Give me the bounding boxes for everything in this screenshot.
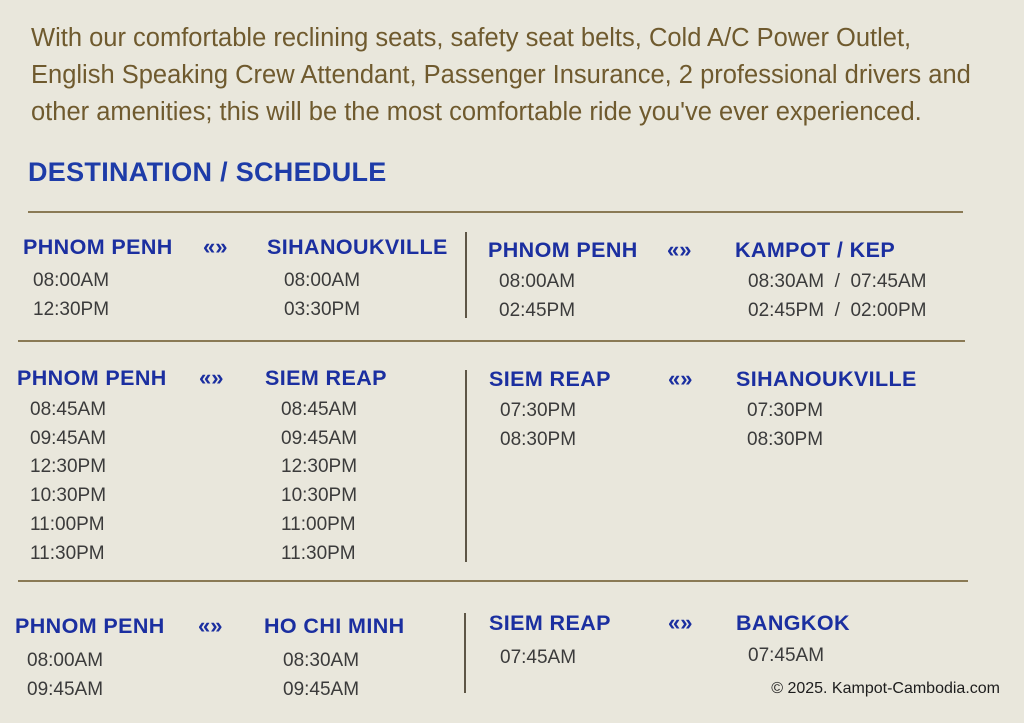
departure-time: 08:00AM (27, 650, 104, 671)
intro-line: other amenities; this will be the most comfortable ride you've ever experienced. (31, 98, 922, 126)
departure-time: 11:00PM (30, 513, 105, 535)
origin-times (500, 397, 576, 454)
route-destination: SIEM REAP (265, 366, 387, 390)
destination-times (283, 647, 359, 704)
bidirectional-arrow-icon: «» (199, 365, 224, 390)
divider-line (18, 340, 965, 342)
departure-time: 08:45AM (30, 399, 107, 420)
departure-time: 02:45PM / 02:00PM (748, 299, 927, 321)
bidirectional-arrow-icon: «» (198, 613, 223, 638)
departure-time: 11:30PM (281, 542, 356, 564)
route-destination: KAMPOT / KEP (735, 238, 896, 262)
departure-time: 07:45AM (748, 645, 825, 666)
destination-times (284, 267, 360, 324)
route-destination: SIHANOUKVILLE (267, 235, 448, 259)
bidirectional-arrow-icon: «» (667, 237, 692, 262)
column-divider (464, 613, 466, 693)
departure-time: 08:00AM (499, 271, 576, 292)
destination-times (281, 396, 357, 568)
departure-time: 08:30AM (283, 650, 360, 671)
departure-time: 11:30PM (30, 542, 105, 564)
divider-line (18, 580, 968, 582)
intro-paragraph (31, 20, 991, 131)
route-origin: SIEM REAP (489, 367, 611, 391)
intro-line: English Speaking Crew Attendant, Passenger Insurance, 2 professional drivers and (31, 61, 971, 89)
schedule-heading: DESTINATION / SCHEDULE (28, 157, 387, 187)
departure-time: 07:45AM (500, 647, 577, 668)
route-origin: PHNOM PENH (17, 366, 167, 390)
divider-line (28, 211, 963, 213)
route-origin: PHNOM PENH (15, 614, 165, 638)
column-divider (465, 370, 467, 562)
origin-times (499, 268, 575, 325)
route-origin: SIEM REAP (489, 611, 611, 635)
copyright-notice: © 2025. Kampot-Cambodia.com (771, 680, 1000, 697)
departure-time: 11:00PM (281, 513, 356, 535)
departure-time: 08:30AM / 07:45AM (748, 271, 927, 292)
departure-time: 12:30PM (281, 456, 358, 478)
departure-time: 08:00AM (284, 270, 361, 291)
bidirectional-arrow-icon: «» (203, 234, 228, 259)
departure-time: 07:30PM (747, 400, 824, 421)
origin-times (33, 267, 109, 324)
departure-time: 07:30PM (500, 400, 577, 421)
route-origin: PHNOM PENH (23, 235, 173, 259)
departure-time: 03:30PM (284, 298, 361, 320)
column-divider (465, 232, 467, 318)
route-origin: PHNOM PENH (488, 238, 638, 262)
departure-time: 02:45PM (499, 299, 576, 321)
departure-time: 09:45AM (27, 678, 104, 700)
departure-time: 12:30PM (33, 298, 110, 320)
origin-times (30, 396, 106, 568)
departure-time: 08:45AM (281, 399, 358, 420)
origin-times (500, 644, 576, 673)
destination-times (748, 642, 824, 671)
departure-time: 10:30PM (281, 485, 358, 507)
departure-time: 09:45AM (30, 427, 107, 449)
route-destination: BANGKOK (736, 611, 850, 635)
departure-time: 12:30PM (30, 456, 107, 478)
route-destination: SIHANOUKVILLE (736, 367, 917, 391)
departure-time: 08:00AM (33, 270, 110, 291)
departure-time: 10:30PM (30, 485, 107, 507)
departure-time: 08:30PM (500, 428, 577, 450)
destination-times (748, 268, 927, 325)
departure-time: 08:30PM (747, 428, 824, 450)
origin-times (27, 647, 103, 704)
intro-line: With our comfortable reclining seats, safety seat belts, Cold A/C Power Outlet, (31, 24, 912, 52)
departure-time: 09:45AM (283, 678, 360, 700)
departure-time: 09:45AM (281, 427, 358, 449)
route-destination: HO CHI MINH (264, 614, 405, 638)
destination-times (747, 397, 823, 454)
bidirectional-arrow-icon: «» (668, 610, 693, 635)
bidirectional-arrow-icon: «» (668, 366, 693, 391)
